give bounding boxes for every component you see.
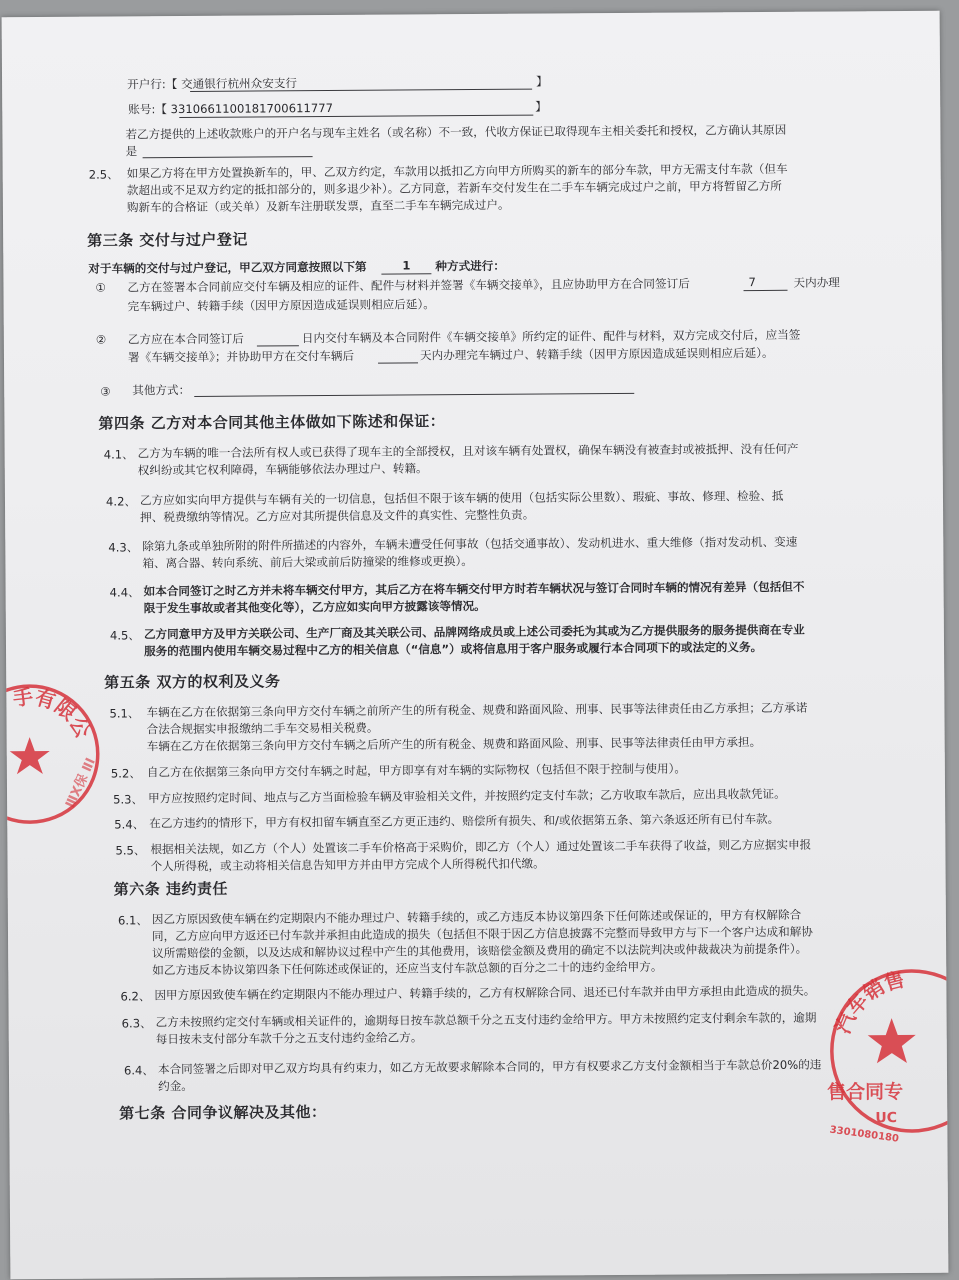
option-2-text-a: 乙方应在本合同签订后	[127, 331, 244, 347]
bank-value: 交通银行杭州众安支行	[181, 76, 298, 92]
clause-6-1-line-3: 议所需赔偿的金额，以及达成和解协议过程中产生的其他费用，该赔偿金额及费用的确定不以法院判决或仲裁裁决为前提条件）。	[152, 941, 808, 961]
clause-4-4-line-2: 限于发生事故或者其他变化等），乙方应如实向甲方披露该等情况。	[143, 598, 486, 616]
clause-5-3-line-1: 甲方应按照约定时间、地点与乙方当面检验车辆及审验相关文件，并按照约定支付车款；乙方收取车款后，应出具收款凭证。	[148, 786, 786, 806]
contract-page	[2, 11, 949, 1280]
contract-seal-right	[816, 955, 948, 1146]
account-label: 账号:【 3310661100181700611777	[128, 100, 333, 117]
clause-2-5-num: 2.5、	[88, 167, 119, 182]
option-1-text-c: 完车辆过户、转籍手续（因甲方原因造成延误则相应后延）。	[127, 297, 435, 314]
clause-6-3-num: 6.3、	[121, 1016, 152, 1031]
clause-5-2-line-1: 自乙方在依据第三条向甲方交付车辆之时起，甲方即享有对车辆的实际物权（包括但不限于控制与使用）。	[146, 761, 687, 780]
article-5-heading: 第五条 双方的权利及义务	[104, 672, 281, 692]
right-seal-top-text: 汽车销售	[830, 967, 907, 1037]
svg-text:汽车销售	[830, 967, 907, 1037]
clause-5-4-num: 5.4、	[114, 817, 145, 832]
option-1-days: 7	[748, 275, 756, 290]
option-2-transfer-underline	[378, 362, 418, 363]
clause-4-5-line-2: 服务的范围内使用车辆交易过程中乙方的相关信息（“信息”）或将信息用于客户服务或履行本合同项下的或法定的义务。	[143, 639, 763, 659]
option-3-underline	[194, 393, 634, 397]
left-seal-sub: ⅢⅩ保 ⅡⅠ	[63, 755, 99, 811]
clause-4-3-line-2: 箱、离合器、转向系统、前后大梁或前后防撞梁的维修或更换）。	[142, 554, 473, 571]
method-value: 1	[402, 258, 411, 273]
company-seal-left	[2, 679, 106, 830]
article-3-heading: 第三条 交付与过户登记	[87, 230, 248, 250]
option-1-num: ①	[95, 280, 106, 295]
right-seal-code-b: 3301080180	[829, 1124, 900, 1145]
option-3-num: ③	[100, 384, 111, 399]
clause-4-2-line-1: 乙方应如实向甲方提供与车辆有关的一切信息，包括但不限于该车辆的使用（包括实际公里数）、瑕疵、事故、修理、检验、抵	[139, 488, 784, 508]
bank-close: 】	[536, 74, 548, 89]
clause-4-1-num: 4.1、	[103, 447, 134, 462]
clause-5-1-line-2: 合法合规据实申报缴纳二手车交易相关税费。	[146, 720, 379, 737]
option-1-text-b: 天内办理	[793, 275, 840, 290]
intro-line-1: 若乙方提供的上述收款账户的开户名与现车主姓名（或名称）不一致，代收方保证已取得现车主相关委托和授权，乙方确认其原因	[125, 122, 787, 142]
clause-5-1-num: 5.1、	[109, 706, 140, 721]
clause-5-5-num: 5.5、	[115, 843, 146, 858]
option-2-text-b: 日内交付车辆及本合同附件《车辆交接单》所约定的证件、配件与材料，双方完成交付后，应当签	[301, 327, 801, 346]
account-value: 3310661100181700611777	[170, 100, 333, 117]
clause-4-5-num: 4.5、	[109, 628, 141, 643]
clause-6-1-line-1: 因乙方原因致使车辆在约定期限内不能办理过户、转籍手续的，或乙方违反本协议第四条下任何陈述或保证的，甲方有权解除合	[151, 907, 802, 927]
bank-label: 开户行:【 交通银行杭州众安支行	[127, 76, 298, 92]
account-close: 】	[535, 99, 547, 114]
option-1-text-a: 乙方在签署本合同前应交付车辆及相应的证件、配件与材料并签署《车辆交接单》，且应协助甲方在合同签订后	[127, 276, 690, 295]
article-3-intro-end: 种方式进行：	[435, 258, 505, 274]
clause-6-4-num: 6.4、	[123, 1063, 155, 1078]
article-7-heading: 第七条 合同争议解决及其他：	[119, 1103, 327, 1123]
clause-4-4-line-1: 如本合同签订之时乙方并未将车辆交付甲方，其后乙方在将车辆交付甲方时若车辆状况与签订合同时车辆的情况有差异（包括但不	[143, 579, 805, 599]
clause-6-3-line-2: 每日按未支付部分车款千分之五支付违约金给乙方。	[155, 1030, 423, 1047]
option-2-days-underline	[257, 345, 299, 346]
clause-2-5-line-1: 如果乙方将在甲方处置换新车的，甲、乙双方约定，车款用以抵扣乙方向甲方所购买的新车的部分车款，甲方无需支付车款（但车	[126, 161, 788, 181]
clause-5-5-line-1: 根据相关法规，如乙方（个人）处置该二手车价格高于采购价，即乙方（个人）通过处置该二手车获得了收益，则乙方应据实申报	[150, 837, 812, 857]
clause-4-1-line-1: 乙方为车辆的唯一合法所有权人或已获得了现车主的全部授权，且对该车辆有处置权，确保车辆没有被查封或被抵押、没有任何产	[137, 441, 799, 461]
clause-5-5-line-2: 个人所得税，或主动将相关信息告知甲方并由甲方完成个人所得税代扣代缴。	[150, 856, 545, 874]
article-4-heading: 第四条 乙方对本合同其他主体做如下陈述和保证：	[98, 412, 446, 433]
method-underline	[381, 273, 431, 274]
option-2-text-d: 天内办理完车辆过户、转籍手续（因甲方原因造成延误则相应后延）。	[419, 345, 774, 363]
clause-4-2-num: 4.2、	[105, 494, 137, 509]
clause-6-4-line-2: 约金。	[158, 1078, 193, 1094]
clause-6-2-num: 6.2、	[120, 989, 151, 1004]
intro-line-2: 是	[125, 144, 138, 159]
star-icon	[10, 737, 50, 774]
clause-6-3-line-1: 乙方未按照约定交付车辆或相关证件的，逾期每日按车款总额千分之五支付违约金给甲方。甲方未按照约定支付剩余车款的，逾期	[155, 1010, 817, 1030]
clause-4-1-line-2: 权纠纷或其它权利障碍，车辆能够依法办理过户、转籍。	[137, 461, 428, 478]
option-3-label: 其他方式：	[132, 382, 191, 398]
clause-5-1-line-3: 车辆在乙方在依据第三条向甲方交付车辆之后所产生的所有税金、规费和路面风险、刑事、民事等法律责任由甲方承担。	[146, 735, 762, 754]
clause-6-2-line-1: 因甲方原因致使车辆在约定期限内不能办理过户、转籍手续的，乙方有权解除合同、退还已付车款并由甲方承担由此造成的损失。	[154, 983, 816, 1003]
star-icon	[868, 1018, 916, 1063]
clause-6-4-line-1: 本合同签署之后即对甲乙双方均具有约束力，如乙方无故要求解除本合同的，甲方有权要求乙方支付金额相当于车款总价20%的违	[157, 1057, 822, 1077]
clause-2-5-line-3: 购新车的合格证（或关单）及新车注册联发票，直至二手车车辆完成过户。	[126, 197, 510, 215]
clause-5-2-num: 5.2、	[110, 766, 141, 781]
option-2-text-c: 署《车辆交接单》；并协助甲方在交付车辆后	[127, 348, 355, 365]
article-3-intro: 对于车辆的交付与过户登记，甲乙双方同意按照以下第	[88, 259, 367, 276]
clause-4-3-line-1: 除第九条或单独所附的附件所描述的内容外，车辆未遭受任何事故（包括交通事故）、发动机进水、重大维修（指对发动机、变速	[142, 534, 798, 554]
clause-6-1-line-2: 同，乙方应向甲方返还已付车款并承担由此造成的损失（包括但不限于因乙方信息披露不完整而导致甲方与下一个客户达成和解协	[151, 924, 813, 944]
option-1-days-underline	[744, 290, 788, 291]
right-seal-code-a: UC	[875, 1110, 898, 1127]
clause-2-5-line-2: 款超出或不足双方约定的抵扣部分的，则多退少补）。乙方同意，若新车交付发生在二手车车辆完成过户之前，甲方将暂留乙方所	[126, 178, 782, 198]
option-2-num: ②	[95, 332, 107, 347]
clause-6-1-line-4: 如乙方违反本协议第四条下任何陈述或保证的，还应当支付车款总额的百分之二十的违约金给甲方。	[152, 959, 663, 978]
clause-5-1-line-1: 车辆在乙方在依据第三条向甲方交付车辆之前所产生的所有税金、规费和路面风险、刑事、民事等法律责任由乙方承担；乙方承诺	[146, 700, 808, 720]
left-seal-text: 手有限公	[11, 684, 96, 742]
clause-4-3-num: 4.3、	[108, 540, 139, 555]
article-6-heading: 第六条 违约责任	[113, 879, 228, 899]
clause-5-3-num: 5.3、	[113, 792, 144, 807]
clause-4-4-num: 4.4、	[109, 585, 140, 600]
clause-6-1-num: 6.1、	[117, 913, 149, 928]
clause-4-2-line-2: 押、税费缴纳等情况。乙方应对其所提供信息及文件的真实性、完整性负责。	[140, 507, 535, 525]
right-seal-mid-text: 售合同专	[827, 1081, 904, 1104]
clause-5-4-line-1: 在乙方违约的情形下，甲方有权扣留车辆直至乙方更正违约、赔偿所有损失、和/或依据第五条、第六条返还所有已付车款。	[149, 811, 780, 831]
clause-4-5-line-1: 乙方同意甲方及甲方关联公司、生产厂商及其关联公司、品牌网络成员或上述公司委托为其或为乙方提供服务的服务提供商在专业	[143, 622, 805, 642]
reason-underline	[143, 156, 313, 158]
